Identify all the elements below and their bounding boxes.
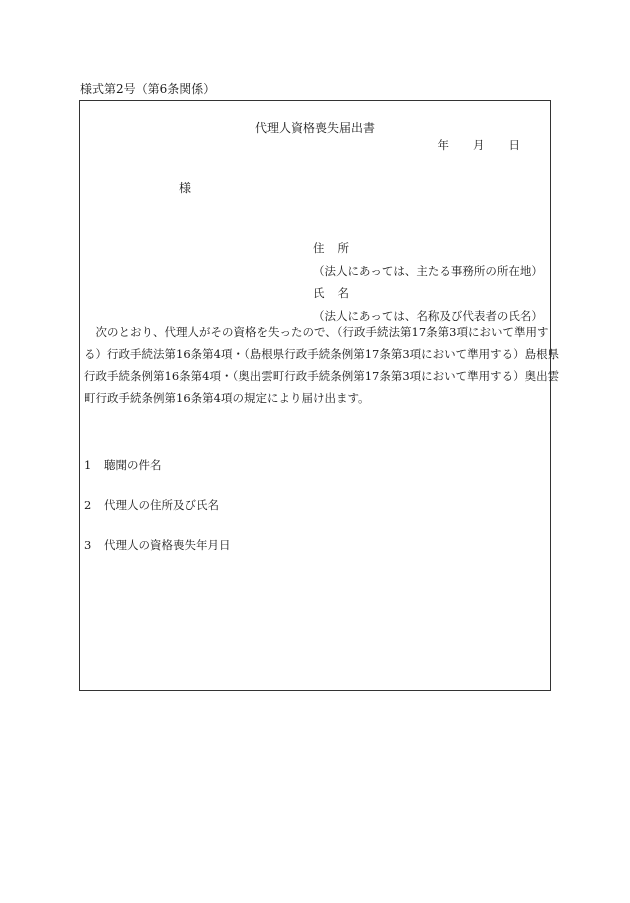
item-number: 3 [84,538,92,552]
body-line: 行政手続条例第16条第4項・（奥出雲町行政手続条例第17条第3項において準用する）奥出雲 [84,369,560,383]
address-note: （法人にあっては、主たる事務所の所在地） [313,263,543,278]
item-number: 2 [84,498,92,512]
date-year-label: 年 [437,138,449,152]
address-label [313,237,543,260]
date-day-label: 日 [508,138,520,152]
address-label-char-2: 所 [337,241,349,255]
form-number: 様式第2号（第6条関係） [80,82,216,96]
list-item [84,457,162,473]
body-line: 次のとおり、代理人がその資格を失ったので、（行政手続法第17条第3項において準用す [84,325,549,339]
date-month-label: 月 [473,138,485,152]
list-item [84,497,219,513]
document-title: 代理人資格喪失届出書 [254,121,375,135]
item-label: 代理人の住所及び氏名 [104,498,219,512]
addressee: 様 [179,181,192,195]
item-number: 1 [84,458,92,472]
name-label-char-2: 名 [337,286,349,300]
item-label: 代理人の資格喪失年月日 [104,538,231,552]
body-line: 町行政手続条例第16条第4項の規定により届け出ます。 [84,391,370,405]
form-frame [79,100,560,691]
date-line [438,137,521,153]
item-label: 聴聞の件名 [104,458,162,472]
address-label-char-1: 住 [313,241,325,255]
name-label-char-1: 氏 [313,286,325,300]
sender-block [313,237,543,327]
body-line: る）行政手続法第16条第4項・（島根県行政手続条例第17条第3項において準用する）島根県 [84,347,560,361]
list-item [84,537,231,553]
name-note: （法人にあっては、名称及び代表者の氏名） [313,308,543,323]
body-paragraph [84,321,560,409]
name-label [313,282,543,305]
